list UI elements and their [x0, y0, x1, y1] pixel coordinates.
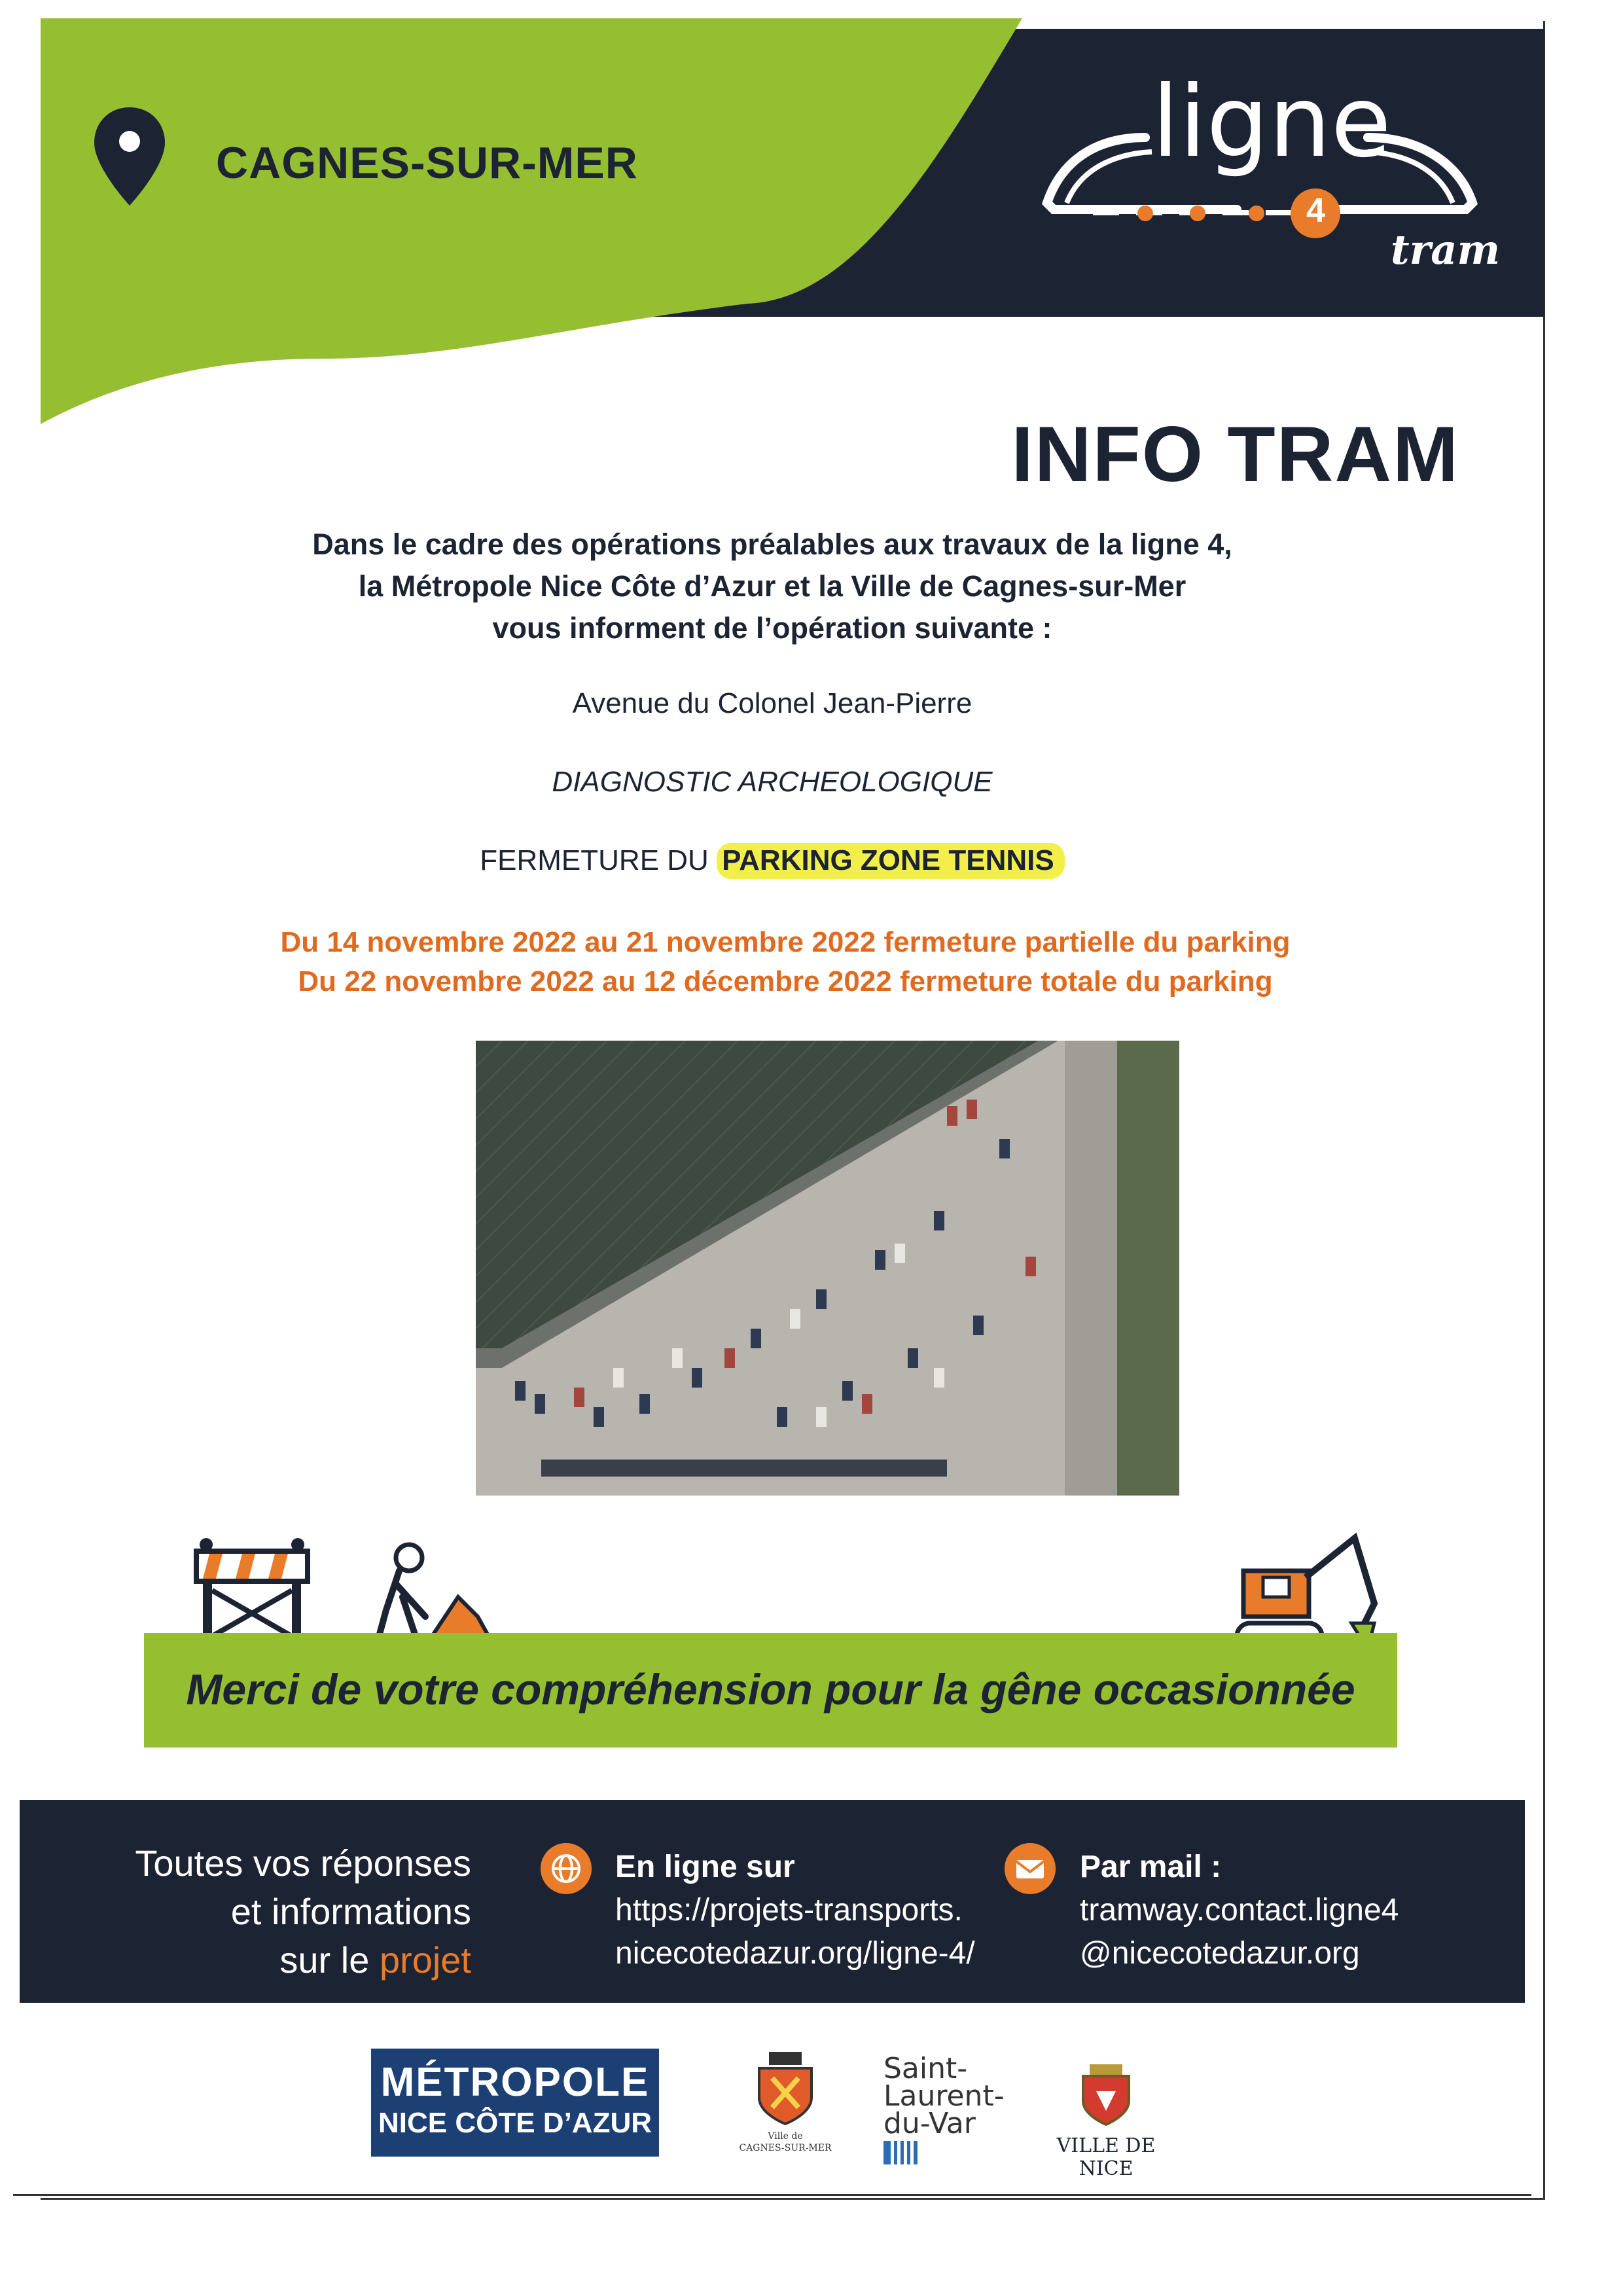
nice-crest-icon: [1077, 2062, 1135, 2127]
closure-notice: [262, 844, 1283, 877]
intro-text: [262, 524, 1283, 649]
metropole-line2: NICE CÔTE D’AZUR: [378, 2107, 652, 2139]
header-green-wave: [41, 18, 1022, 424]
saint-laurent-logo: [883, 2052, 1005, 2165]
metropole-line1: MÉTROPOLE: [380, 2060, 650, 2105]
mail-contact: [1080, 1846, 1399, 1975]
bars-icon: [883, 2141, 918, 2164]
tagline-line: et informations: [230, 1891, 471, 1932]
closure-highlight: PARKING ZONE TENNIS: [717, 843, 1065, 879]
intro-line: Dans le cadre des opérations préalables aux travaux de la ligne 4,: [312, 528, 1232, 561]
contact-footer: [20, 1800, 1525, 2003]
web-url-line[interactable]: https://projets-transports.: [615, 1893, 963, 1928]
date-line: Du 22 novembre 2022 au 12 décembre 2022 fermeture totale du parking: [298, 965, 1273, 997]
mail-heading: Par mail :: [1080, 1850, 1222, 1884]
cagnes-caption: Ville de: [768, 2131, 803, 2142]
nice-caption: VILLE DE NICE: [1056, 2134, 1156, 2180]
page-title: INFO TRAM: [1011, 410, 1459, 498]
date-line: Du 14 novembre 2022 au 21 novembre 2022 fermeture partielle du parking: [280, 926, 1291, 958]
saint-line: Laurent-: [883, 2079, 1005, 2113]
address: Avenue du Colonel Jean-Pierre: [572, 687, 972, 719]
saint-line: [883, 2107, 1001, 2165]
thank-you-banner: [144, 1633, 1397, 1748]
saint-line: Saint-: [883, 2052, 968, 2085]
logo-word: ligne: [1152, 65, 1391, 179]
mail-icon: [1005, 1843, 1056, 1894]
cagnes-logo: [726, 2049, 844, 2154]
footer-tagline: [20, 1839, 471, 1984]
intro-line: la Métropole Nice Côte d’Azur et la Ville de Cagnes-sur-Mer: [358, 569, 1186, 603]
tagline-line: Toutes vos réponses: [135, 1842, 471, 1884]
saint-line3: du-Var: [883, 2107, 976, 2140]
metropole-logo: [371, 2049, 659, 2157]
globe-icon: [541, 1843, 592, 1894]
worker-icon: [376, 1545, 494, 1646]
city-name: CAGNES-SUR-MER: [216, 138, 638, 188]
logo-number: 4: [1306, 192, 1325, 230]
location-pin-icon: [90, 105, 169, 209]
mail-address-line[interactable]: @nicecotedazur.org: [1080, 1936, 1360, 1971]
closure-dates: [229, 923, 1342, 1001]
banner-text: Merci de votre compréhension pour la gêne occasionnée: [186, 1665, 1355, 1713]
tagline-accent: projet: [379, 1939, 471, 1981]
parking-aerial-photo: [476, 1041, 1179, 1496]
road-barrier-icon: [196, 1538, 308, 1647]
web-heading: En ligne sur: [615, 1850, 795, 1884]
bottom-rule: [13, 2194, 1531, 2196]
cagnes-caption: CAGNES-SUR-MER: [739, 2143, 832, 2153]
web-url-line[interactable]: nicecotedazur.org/ligne-4/: [615, 1936, 975, 1971]
tagline-line: [20, 1936, 471, 1984]
cagnes-crest-icon: [749, 2049, 821, 2127]
intro-line: vous informent de l’opération suivante :: [492, 611, 1052, 645]
mail-address-line[interactable]: tramway.contact.ligne4: [1080, 1893, 1399, 1928]
operation-type: DIAGNOSTIC ARCHEOLOGIQUE: [552, 766, 993, 798]
nice-logo: [1034, 2062, 1178, 2180]
logo-subtitle: tram: [1391, 226, 1501, 274]
tagline-prefix: sur le: [279, 1939, 370, 1981]
partner-logos: [0, 2029, 1623, 2186]
closure-prefix: FERMETURE DU: [480, 844, 709, 876]
web-contact: [615, 1846, 975, 1975]
